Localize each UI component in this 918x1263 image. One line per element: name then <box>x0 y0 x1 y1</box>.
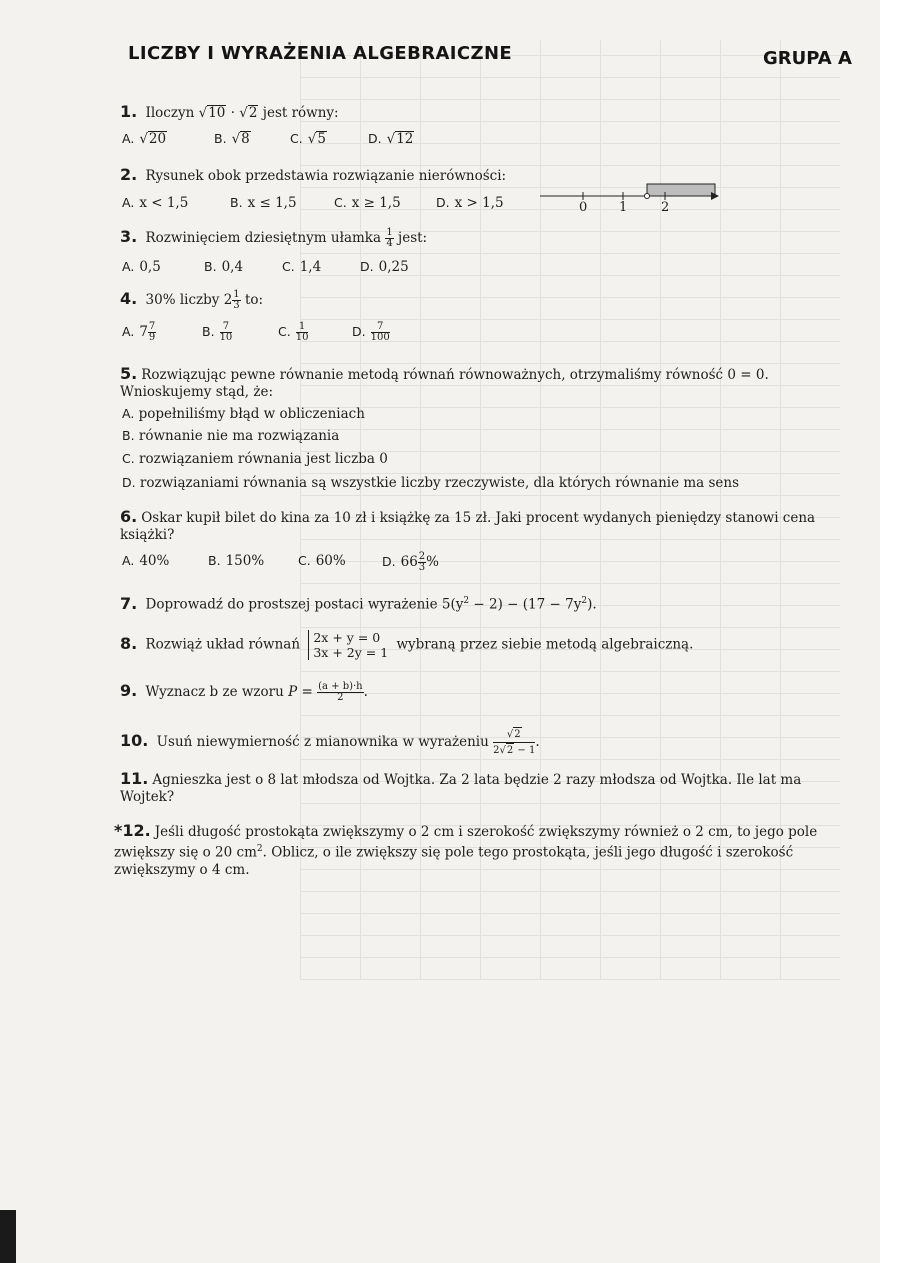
question-number: 8. <box>120 633 138 653</box>
question-5-option-a: A. popełniliśmy błąd w obliczeniach <box>122 406 365 422</box>
group-label: GRUPA A <box>763 48 852 69</box>
question-3: 3. Rozwinięciem dziesiętnym ułamka $\frac{1}{4}$ jest: <box>120 227 428 249</box>
axis-label-2: 2 <box>661 200 670 215</box>
question-4: 4. 30% liczby 2 $\frac{1}{3}$ to: <box>120 289 264 311</box>
question-number: *12. <box>114 821 151 840</box>
open-point <box>645 194 650 199</box>
scan-shadow <box>0 1210 16 1263</box>
page-title: LICZBY I WYRAŻENIA ALGEBRAICZNE <box>128 43 513 64</box>
question-number: 11. <box>120 769 149 788</box>
question-7: 7. Doprowadź do prostszej postaci wyrażenie $5(y^2 - 2) - (17 - 7y^2)$. <box>120 593 597 613</box>
axis-label-0: 0 <box>579 200 588 215</box>
question-5-option-b: B. równanie nie ma rozwiązania <box>122 428 340 444</box>
question-number: 7. <box>120 593 138 613</box>
question-number: 4. <box>120 289 138 308</box>
number-line-figure <box>535 176 725 216</box>
question-6: 6. Oskar kupił bilet do kina za 10 zł i książkę za 15 zł. Jaki procent wydanych pieniędzy stanowi cena książki? <box>120 507 816 543</box>
question-1: 1. Iloczyn √10 · √2 jest równy: <box>120 102 339 121</box>
question-8: 8. Rozwiąż układ równań 2x + y = 0 3x + 2y = 1 wybraną przez siebie metodą algebraiczną. <box>120 630 694 660</box>
question-number: 5. <box>120 364 138 383</box>
question-9: 9. Wyznacz b ze wzoru P = $\frac{(a + b)\cdot h}{2}$ . <box>120 681 368 703</box>
question-11: 11. Agnieszka jest o 8 lat młodsza od Wojtka. Za 2 lata będzie 2 razy młodsza od Wojtka. Ile lat ma Wojtek? <box>120 769 802 805</box>
question-5-option-d: D. rozwiązaniami równania są wszystkie liczby rzeczywiste, dla których równanie ma sens <box>122 475 740 491</box>
question-2: 2. Rysunek obok przedstawia rozwiązanie nierówności: <box>120 165 507 184</box>
question-12: *12. Jeśli długość prostokąta zwiększymy o 2 cm i szerokość zwiększymy również o 2 cm, to jego pole zwiększy się o 20 $cm^2$. Oblicz, o ile zwiększy się pole tego prostokąta, jeśli jego długość i szerokość zwiększymy o 4 cm. <box>114 821 818 878</box>
question-number: 9. <box>120 681 138 700</box>
question-number: 2. <box>120 165 138 184</box>
question-5-option-c: C. rozwiązaniem równania jest liczba 0 <box>122 451 388 467</box>
equation-system: 2x + y = 0 3x + 2y = 1 <box>308 630 388 660</box>
page-edge <box>880 0 918 1263</box>
axis-label-1: 1 <box>619 200 628 215</box>
question-number: 1. <box>120 102 138 121</box>
solution-shading <box>647 184 715 196</box>
question-number: 3. <box>120 227 138 246</box>
question-5: 5. Rozwiązując pewne równanie metodą równań równoważnych, otrzymaliśmy równość 0 = 0. Wnioskujemy stąd, że: <box>120 364 769 400</box>
question-10: 10. Usuń niewymierność z mianownika w wyrażeniu $\frac{√2}{2√2 - 1}$ . <box>120 729 540 756</box>
question-number: 10. <box>120 731 149 750</box>
number-line-svg <box>535 176 725 216</box>
question-number: 6. <box>120 507 138 526</box>
